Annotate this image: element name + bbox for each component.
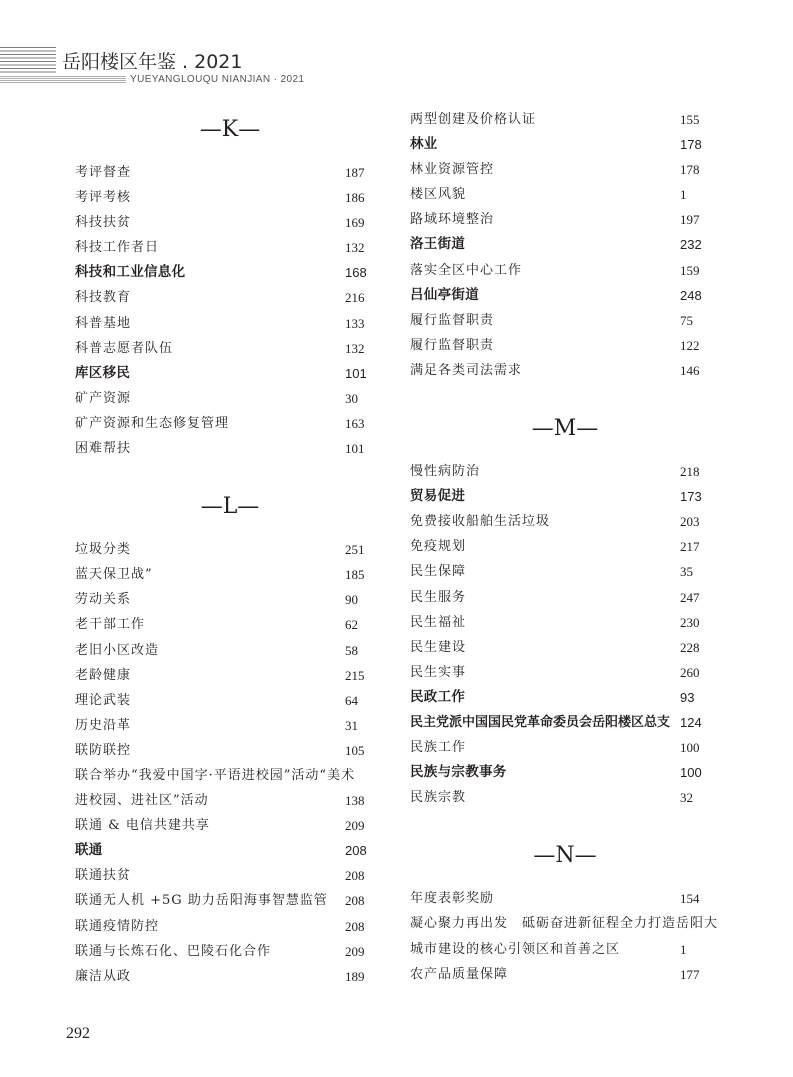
index-entry: [75, 612, 385, 637]
index-entry: [75, 336, 385, 361]
index-entry-label: 理论武装: [75, 692, 132, 708]
index-entry-label: 吕仙亭街道: [410, 286, 479, 303]
index-entry-continued: [410, 911, 720, 936]
index-entry-label: 科技工作者日: [75, 240, 160, 256]
index-entry: [75, 260, 385, 285]
index-entry-page: 35: [680, 564, 693, 580]
index-entry-label: 矿产资源: [75, 390, 132, 406]
index-entry: [410, 107, 720, 132]
index-entry: [410, 459, 720, 484]
index-entry-page: 122: [680, 337, 700, 353]
index-entry-page: 1: [680, 187, 687, 203]
index-entry-label: 落实全区中心工作: [410, 262, 523, 278]
index-entry-page: 178: [680, 162, 700, 178]
index-entry: [75, 838, 385, 863]
index-entry-label: 洛王街道: [410, 236, 466, 253]
section-letter: —K—: [199, 117, 261, 142]
index-entry-page: 133: [345, 315, 365, 331]
index-entry-page: 232: [680, 237, 702, 253]
index-entry-label: 矿产资源和生态修复管理: [75, 415, 230, 431]
index-entry: [410, 559, 720, 584]
index-entry-page: 30: [345, 390, 358, 406]
index-entry-label: 考评考核: [75, 190, 132, 206]
index-entry-label: 联通疫情防控: [75, 918, 160, 934]
section-letter-heading: [75, 84, 385, 160]
index-entry: [75, 688, 385, 713]
yearbook-subtitle: YUEYANGLOUQU NIANJIAN · 2021: [130, 74, 305, 85]
index-entry-page: 93: [680, 689, 695, 705]
index-entry-page: 100: [680, 740, 700, 756]
index-entry-label: 民生服务: [410, 589, 467, 605]
index-entry: [410, 962, 720, 987]
index-entry: [410, 585, 720, 610]
index-entry-label: 蓝天保卫战”: [75, 567, 153, 583]
index-entry-label: 民主党派中国国民党革命委员会岳阳楼区总支: [410, 714, 671, 730]
index-entry: [75, 537, 385, 562]
index-entry-label: 免疫规划: [410, 539, 467, 555]
index-entry-page: 146: [680, 362, 700, 378]
index-entry: [75, 738, 385, 763]
index-entry-label: 考评督查: [75, 165, 132, 180]
index-entry-page: 189: [345, 968, 365, 984]
index-entry: [75, 411, 385, 436]
index-entry: [410, 610, 720, 635]
index-entry-label: 凝心聚力再出发 砥砺奋进新征程全力打造岳阳大: [410, 916, 719, 932]
index-entry-label: 楼区风貌: [410, 187, 467, 203]
index-entry: [75, 888, 385, 913]
index-entry-page: 169: [345, 215, 365, 231]
index-entry: [75, 638, 385, 663]
section-letter-heading: [410, 383, 720, 459]
index-entry-page: 138: [345, 793, 365, 809]
index-entry: [410, 283, 720, 308]
index-entry-page: 90: [345, 592, 358, 608]
index-entry: [75, 386, 385, 411]
index-entry-page: 260: [680, 664, 700, 680]
index-entry: [410, 937, 720, 962]
index-entry-label: 进校园、进社区”活动: [75, 793, 209, 809]
page-number: 292: [66, 1025, 90, 1042]
index-column-right: [410, 107, 720, 987]
index-entry: [75, 361, 385, 386]
index-entry: [75, 436, 385, 461]
section-letter: —N—: [533, 843, 597, 869]
index-entry-page: 203: [680, 514, 700, 530]
index-column-left: [75, 84, 385, 989]
index-entry-page: 230: [680, 614, 700, 630]
index-entry-page: 155: [680, 112, 700, 127]
index-entry-label: 联合举办“我爱中国字·平语进校园”活动“美术: [75, 767, 356, 783]
index-entry-label: 民生保障: [410, 564, 467, 580]
index-entry-page: 177: [680, 966, 700, 982]
index-entry-page: 62: [345, 617, 358, 633]
index-entry-label: 履行监督职责: [410, 312, 495, 328]
index-entry: [75, 160, 385, 185]
index-entry-label: 履行监督职责: [410, 337, 495, 353]
index-entry-page: 100: [680, 765, 702, 781]
index-entry: [75, 285, 385, 310]
index-entry: [410, 333, 720, 358]
index-entry-page: 209: [345, 818, 365, 834]
index-entry-label: 联通无人机 +5G 助力岳阳海事智慧监管: [75, 893, 328, 909]
index-entry-label: 廉洁从政: [75, 968, 132, 984]
index-entry-label: 民生建设: [410, 639, 467, 655]
index-entry: [410, 710, 720, 735]
index-entry: [410, 258, 720, 283]
index-entry-page: 32: [680, 790, 693, 806]
index-entry-page: 208: [345, 918, 365, 934]
index-entry-page: 186: [345, 190, 365, 206]
header-stripes-decoration: [0, 47, 56, 75]
index-entry-label: 联通与长炼石化、巴陵石化合作: [75, 943, 272, 959]
index-entry: [410, 534, 720, 559]
index-entry: [75, 964, 385, 989]
index-entry-page: 247: [680, 589, 700, 605]
index-entry: [75, 914, 385, 939]
index-entry-page: 1: [680, 941, 687, 957]
index-entry-label: 科技和工业信息化: [75, 264, 186, 281]
index-entry-label: 贸易促进: [410, 488, 466, 505]
index-entry-continued: [75, 763, 385, 788]
index-entry: [75, 813, 385, 838]
index-entry: [75, 713, 385, 738]
index-entry-page: 173: [680, 489, 702, 505]
index-entry-label: 林业资源管控: [410, 162, 495, 178]
section-letter: —L—: [200, 494, 260, 520]
index-entry-label: 民生实事: [410, 664, 467, 680]
index-entry-page: 75: [680, 312, 693, 328]
index-entry: [410, 509, 720, 534]
index-entry: [410, 635, 720, 660]
index-entry-label: 科普志愿者队伍: [75, 340, 174, 356]
index-entry-label: 民政工作: [410, 688, 466, 705]
index-entry-page: 31: [345, 717, 358, 733]
index-entry-label: 困难帮扶: [75, 441, 132, 457]
index-entry-page: 218: [680, 464, 700, 480]
index-entry-label: 联防联控: [75, 742, 132, 758]
index-entry: [75, 562, 385, 587]
index-entry: [410, 484, 720, 509]
index-entry-label: 科技教育: [75, 290, 132, 306]
header-band-decoration: [0, 76, 126, 84]
index-entry-label: 老旧小区改造: [75, 642, 160, 658]
index-entry-label: 联通扶贫: [75, 868, 132, 884]
index-entry-label: 老龄健康: [75, 667, 132, 683]
index-entry: [410, 207, 720, 232]
index-entry-label: 免费接收船舶生活垃圾: [410, 514, 551, 530]
index-entry-label: 年度表彰奖励: [410, 891, 495, 907]
index-entry-page: 248: [680, 287, 702, 303]
index-entry: [410, 182, 720, 207]
index-entry-label: 满足各类司法需求: [410, 362, 523, 378]
index-entry-label: 库区移民: [75, 364, 131, 381]
index-entry: [410, 157, 720, 182]
index-entry-page: 178: [680, 137, 702, 153]
index-entry: [75, 788, 385, 813]
index-entry-label: 民生福祉: [410, 614, 467, 630]
index-entry: [75, 185, 385, 210]
section-letter-heading: [75, 461, 385, 537]
index-entry: [75, 311, 385, 336]
index-entry-label: 科技扶贫: [75, 215, 132, 231]
index-entry-page: 124: [680, 714, 702, 730]
index-entry-page: 132: [345, 240, 365, 256]
index-entry-page: 251: [345, 542, 365, 558]
index-entry: [410, 232, 720, 257]
index-entry-label: 联通 & 电信共建共享: [75, 818, 210, 834]
index-entry-label: 民族宗教: [410, 790, 467, 806]
index-entry-label: 垃圾分类: [75, 542, 132, 558]
index-entry: [75, 939, 385, 964]
index-entry-page: 159: [680, 262, 700, 278]
section-letter: —M—: [531, 416, 599, 442]
index-entry-page: 105: [345, 742, 365, 758]
index-entry-page: 217: [680, 539, 700, 555]
index-entry: [410, 132, 720, 157]
index-entry-label: 民族工作: [410, 740, 467, 756]
index-entry: [75, 587, 385, 612]
index-entry-page: 58: [345, 642, 358, 658]
index-entry: [410, 660, 720, 685]
index-entry-page: 101: [345, 365, 367, 381]
index-entry-page: 208: [345, 868, 365, 884]
index-entry-page: 185: [345, 567, 365, 583]
index-entry-label: 劳动关系: [75, 592, 132, 608]
section-letter-heading: [410, 810, 720, 886]
index-entry-label: 联通: [75, 842, 103, 859]
index-entry-label: 两型创建及价格认证: [410, 112, 537, 127]
index-entry: [410, 785, 720, 810]
index-entry: [75, 210, 385, 235]
index-entry: [410, 685, 720, 710]
index-entry-page: 154: [680, 891, 700, 907]
index-entry-page: 208: [345, 843, 367, 859]
index-entry-page: 228: [680, 639, 700, 655]
index-entry-page: 163: [345, 415, 365, 431]
index-entry-page: 215: [345, 667, 365, 683]
index-entry-label: 民族与宗教事务: [410, 764, 507, 781]
index-entry: [410, 735, 720, 760]
index-entry-page: 216: [345, 290, 365, 306]
index-entry-label: 农产品质量保障: [410, 966, 509, 982]
index-entry: [410, 886, 720, 911]
yearbook-title: 岳阳楼区年鉴 . 2021: [62, 51, 243, 73]
index-entry: [75, 663, 385, 688]
index-entry-page: 64: [345, 692, 358, 708]
index-entry-page: 132: [345, 340, 365, 356]
index-entry-page: 208: [345, 893, 365, 909]
index-entry-page: 187: [345, 165, 365, 180]
index-entry: [410, 760, 720, 785]
index-entry-label: 历史沿革: [75, 717, 132, 733]
index-entry-label: 老干部工作: [75, 617, 146, 633]
index-entry: [75, 235, 385, 260]
index-entry: [410, 358, 720, 383]
index-entry: [75, 863, 385, 888]
index-entry-page: 209: [345, 943, 365, 959]
index-entry-label: 慢性病防治: [410, 464, 481, 480]
index-entry-page: 197: [680, 212, 700, 228]
index-entry-label: 城市建设的核心引领区和首善之区: [410, 941, 621, 957]
index-entry-label: 路域环境整治: [410, 212, 495, 228]
index-entry-page: 168: [345, 265, 367, 281]
index-entry-label: 林业: [410, 136, 438, 153]
index-entry-label: 科普基地: [75, 315, 132, 331]
index-entry-page: 101: [345, 441, 365, 457]
index-entry: [410, 308, 720, 333]
